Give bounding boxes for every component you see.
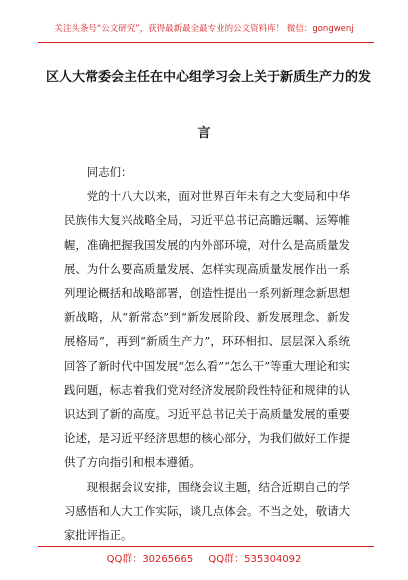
footer-qq-group-1: QQ群：30265665 [106,554,194,565]
footer [0,550,408,565]
footer-qq-group-2: QQ群：535304092 [208,554,302,565]
footer-rule [38,546,374,547]
document-body [64,160,350,547]
salutation: 同志们： [86,165,133,179]
header-banner: 关注头条号“公文研究”，获得最新最全最专业的公文资料库！ 微信：gongwenj [54,24,354,34]
document-title-line1: 区人大常委会主任在中心组学习会上关于新质生产力的发 [46,70,372,85]
header-rule [38,42,374,43]
paragraph-2: 现根据会议安排，围绕会议主题，结合近期自己的学习感悟和人大工作实际，谈几点体会。不当之处，敬请大家批评指正。 [64,479,350,543]
document-title-line2: 言 [197,126,211,141]
paragraph-1: 党的十八大以来，面对世界百年未有之大变局和中华民族伟大复兴战略全局，习近平总书记高瞻远瞩、运筹帷幄，准确把握我国发展的内外部环境，对什么是高质量发展、为什么要高质量发展、怎样实现高质量发展作出一系列理论概括和战略部署，创造性提出一系列新理念新思想新战略，从“新常态”到“新发展阶段、新发展理念、新发展格局”，再到“新质生产力”，环环相扣、层层深入系统回答了新时代中国发展“怎么看”“怎么干”等重大理论和实践问题，标志着我们党对经济发展阶段性特征和规律的认识达到了新的高度。习近平总书记关于高质量发展的重要论述，是习近平经济思想的核心部分，为我们做好工作提供了方向指引和根本遵循。 [64,189,350,470]
